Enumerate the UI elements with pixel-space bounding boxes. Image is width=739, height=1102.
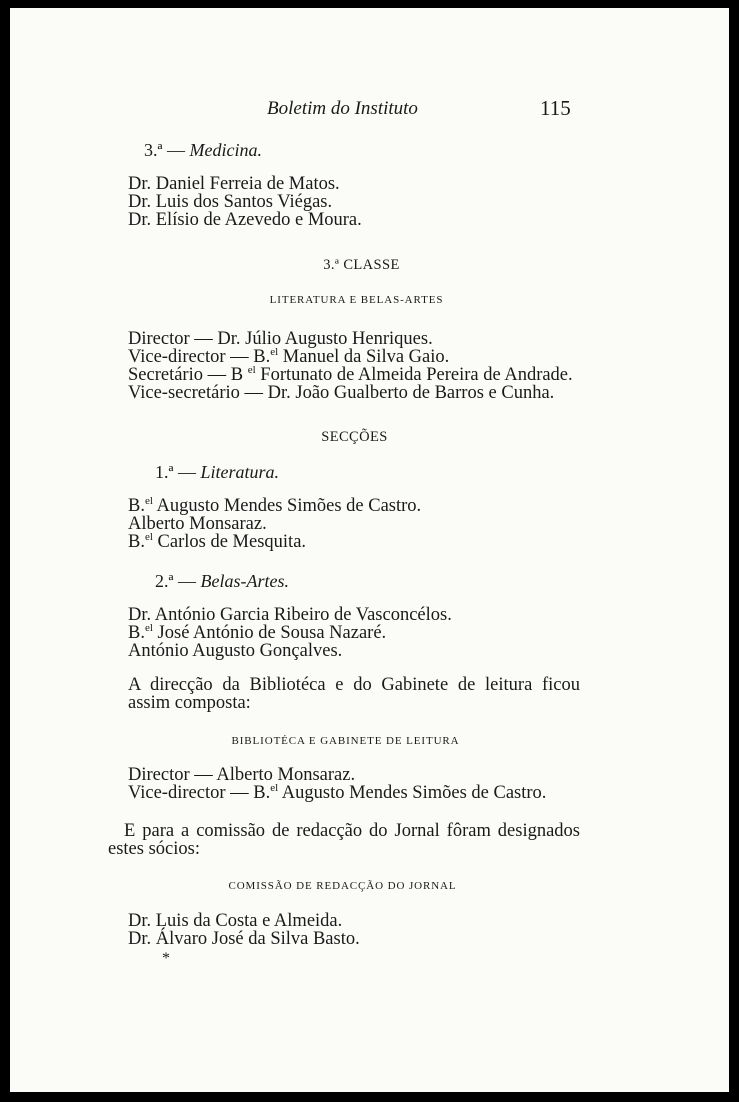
medicina-member: Dr. Daniel Ferreia de Matos. — [128, 174, 340, 194]
section-heading-medicina — [144, 140, 262, 161]
seccoes-title: SECÇÕES — [321, 429, 388, 445]
literatura-member: B.$^{el}$ Carlos de Mesquita. — [128, 530, 307, 552]
jornal-title: COMISSÃO DE REDACÇÃO DO JORNAL — [228, 880, 457, 892]
classe-officer: Vice-secretário — Dr. João Gualberto de Barros e Cunha. — [128, 383, 555, 403]
medicina-member: Dr. Elísio de Azevedo e Moura. — [128, 210, 362, 230]
biblioteca-officer: Vice-director — B.$^{el}$ Augusto Mendes Simões de Castro. — [128, 781, 547, 803]
classe-officer: Secretário — B $^{el}$ Fortunato de Almeida Pereira de Andrade. — [128, 363, 573, 385]
section-heading-literatura — [155, 462, 279, 483]
section-title: Medicina. — [189, 140, 262, 160]
biblioteca-title: BIBLIOTÉCA E GABINETE DE LEITURA — [231, 735, 460, 747]
section-number: 3.ª — — [144, 140, 185, 160]
biblioteca-officer: Director — Alberto Monsaraz. — [128, 765, 356, 785]
section-number: 2.ª — — [155, 571, 196, 591]
jornal-member: Dr. Álvaro José da Silva Basto. — [128, 929, 360, 949]
jornal-intro-paragraph: E para a comissão de redacção do Jornal fôram designados estes sócios: — [108, 821, 580, 859]
jornal-member: Dr. Luis da Costa e Almeida. — [128, 911, 343, 931]
literatura-member: Alberto Monsaraz. — [128, 514, 267, 534]
belas-artes-member: António Augusto Gonçalves. — [128, 641, 343, 661]
belas-artes-member: B.$^{el}$ José António de Sousa Nazaré. — [128, 621, 387, 643]
medicina-member: Dr. Luis dos Santos Viégas. — [128, 192, 333, 212]
section-title: Belas-Artes. — [200, 571, 289, 591]
section-title: Literatura. — [200, 462, 279, 482]
running-header — [10, 94, 729, 124]
page — [10, 8, 729, 1092]
biblioteca-intro-paragraph: A direcção da Bibliotéca e do Gabinete de leitura ficou assim composta: — [128, 675, 580, 713]
classe-officer: Vice-director — B.$^{el}$ Manuel da Silva Gaio. — [128, 345, 450, 367]
running-title: Boletim do Instituto — [267, 98, 418, 119]
classe-officer: Director — Dr. Júlio Augusto Henriques. — [128, 329, 433, 349]
classe-subtitle: LITERATURA E BELAS-ARTES — [269, 294, 444, 306]
section-heading-belas-artes — [155, 571, 289, 592]
classe-title: 3.ª CLASSE — [323, 257, 400, 273]
belas-artes-member: Dr. António Garcia Ribeiro de Vasconcélos. — [128, 605, 452, 625]
literatura-member: B.$^{el}$ Augusto Mendes Simões de Castro. — [128, 494, 422, 516]
page-number: 115 — [540, 96, 571, 120]
closing-asterisk: * — [162, 950, 170, 967]
section-number: 1.ª — — [155, 462, 196, 482]
